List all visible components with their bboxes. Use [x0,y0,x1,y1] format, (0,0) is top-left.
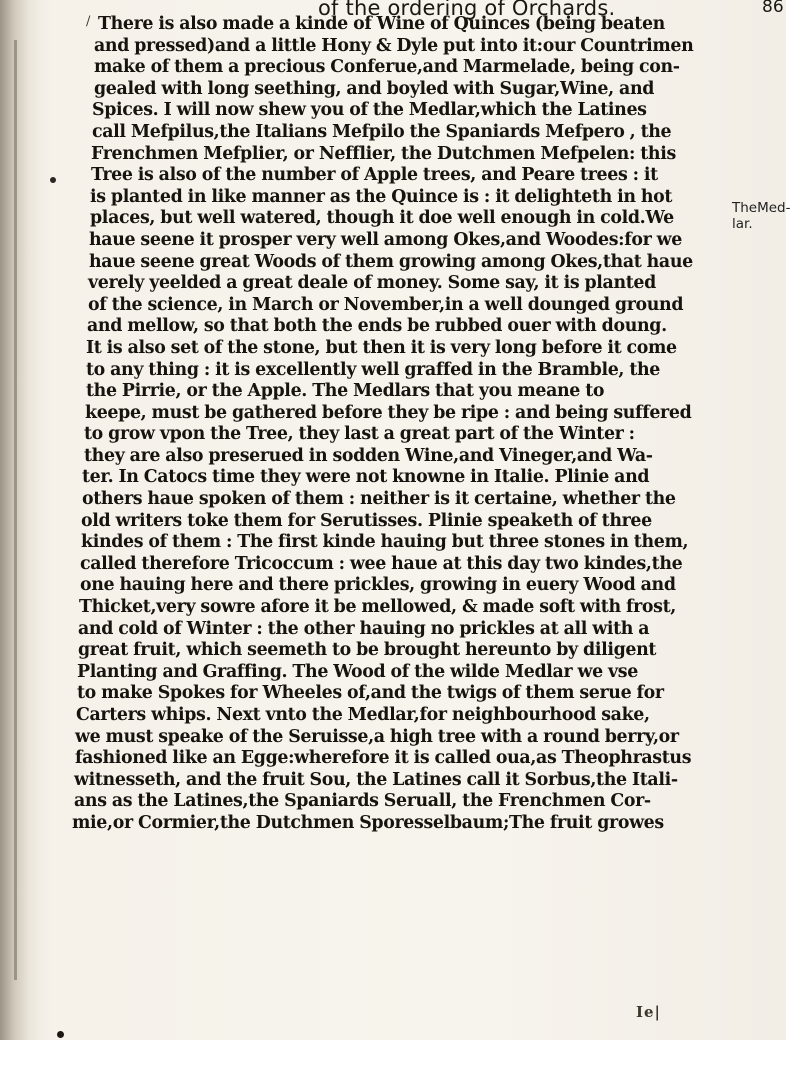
text-line: kindes of them : The first kinde hauing but three stones in them, [81,532,689,553]
text-line: witnesseth, and the fruit Sou, the Latines call it Sorbus,the Itali- [74,769,678,790]
text-line: places, but well watered, though it doe well enough in cold.We [90,208,674,229]
text-line: Spices. I will now shew you of the Medlar,which the Latines [92,100,647,121]
text-line: great fruit, which seemeth to be brought hereunto by diligent [78,640,657,661]
text-line: Tree is also of the number of Apple trees, and Peare trees : it [91,165,658,186]
text-line: Thicket,very sowre afore it be mellowed, & made soft with frost, [79,597,676,618]
text-line: call Mefpilus,the Italians Mefpilo the Spaniards Mefpero , the [92,121,672,142]
text-line: they are also preserued in sodden Wine,and Vineger,and Wa- [84,445,653,466]
text-line: gealed with long seething, and boyled with Sugar,Wine, and [94,78,655,99]
binding-edge [14,40,17,980]
text-line: fashioned like an Egge:wherefore it is called oua,as Theophrastus [75,748,692,769]
text-line: ter. In Catocs time they were not knowne in Italie. Plinie and [82,467,650,488]
text-line: of the science, in March or November,in a well dounged ground [88,294,684,315]
text-line: haue seene it prosper very well among Okes,and Woodes:for we [89,229,682,250]
text-line: verely yeelded a great deale of money. Some say, it is planted [88,273,656,294]
text-line: and cold of Winter : the other hauing no prickles at all with a [78,618,650,639]
text-line: Carters whips. Next vnto the Medlar,for neighbourhood sake, [76,705,650,725]
catchword: Ie| [636,1003,662,1021]
text-line: mie,or Cormier,the Dutchmen Sporesselbaum;The fruit growes [72,812,664,833]
text-line: make of them a precious Conferue,and Marmelade, being con- [94,57,680,78]
text-line: one hauing here and there prickles, growing in euery Wood and [80,575,676,596]
text-line: others haue spoken of them : neither is it certaine, whether the [82,489,676,510]
text-line: to grow vpon the Tree, they last a great part of the Winter : [84,424,635,445]
text-line: haue seene great Woods of them growing among Okes,that haue [89,251,693,272]
text-line: to any thing : it is excellently well graffed in the Bramble, the [86,359,661,380]
rule-mark: / [86,14,91,29]
page-number: 86 [762,0,784,17]
margin-note: TheMed-lar. [732,200,791,232]
text-line: It is also set of the stone, but then it is very long before it come [86,337,677,358]
text-line: keepe, must be gathered before they be ripe : and being suffered [85,402,692,423]
text-line: Planting and Graffing. The Wood of the wilde Medlar we vse [77,661,638,682]
ornament-dot [57,1031,64,1038]
running-title: of the ordering of Orchards. [318,0,616,20]
text-line: the Pirrie, or the Apple. The Medlars that you meane to [86,381,605,402]
text-line: Frenchmen Mefplier, or Nefflier, the Dutchmen Mefpelen: this [91,143,676,164]
text-line: called therefore Tricoccum : wee haue at this day two kindes,the [80,553,683,574]
text-line: old writers toke them for Serutisses. Plinie speaketh of three [81,510,652,531]
text-line: and mellow, so that both the ends be rubbed ouer with doung. [87,316,667,337]
book-gutter-shadow [0,0,40,1081]
text-line: and pressed)and a little Hony & Dyle put into it:our Countrimen [94,35,694,56]
body-text-block [56,14,694,835]
text-line: There is also made a kinde of Wine of Quinces (being beaten [98,14,665,34]
text-line: ans as the Latines,the Spaniards Seruall, the Frenchmen Cor- [74,791,651,812]
text-line: we must speake of the Seruisse,a high tree with a round berry,or [75,726,679,747]
text-line: to make Spokes for Wheeles of,and the twigs of them serue for [77,683,664,704]
text-line: is planted in like manner as the Quince is : it delighteth in hot [90,186,673,207]
scan-background [0,1040,800,1081]
